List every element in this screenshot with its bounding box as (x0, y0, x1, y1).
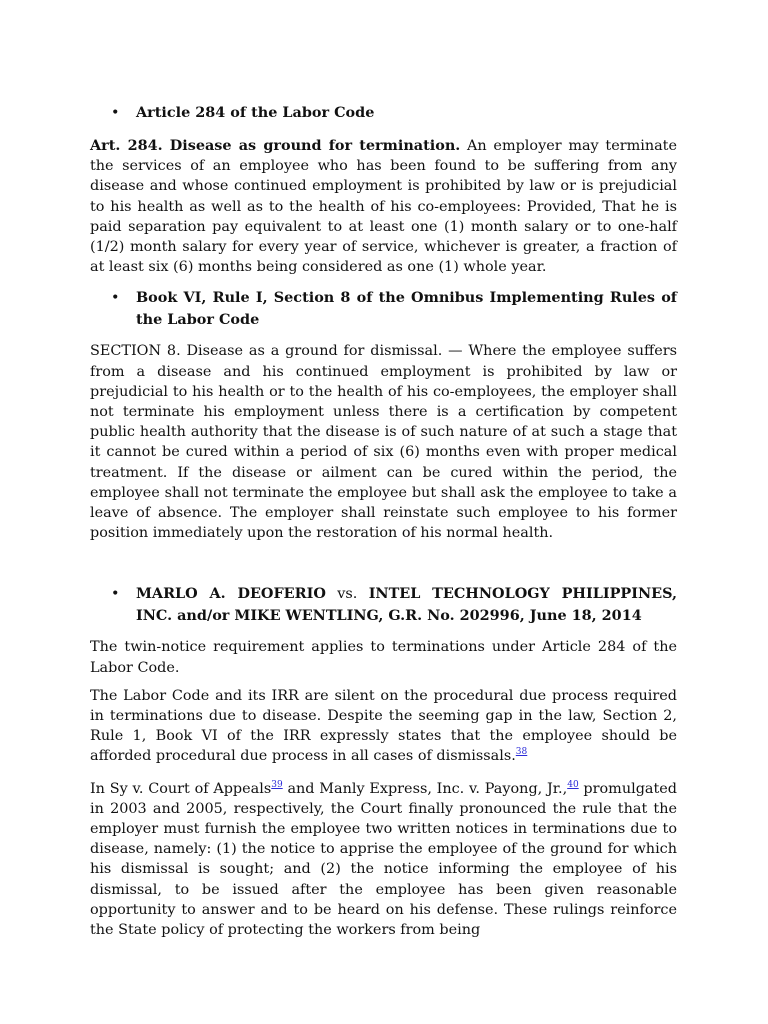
paragraph-irr-text: The Labor Code and its IRR are silent on the procedural due process required in terminations due to disease. Despite the seeming gap in the law, Section 2, Rule 1, Book VI of the IRR expressly states that the employee should be afforded procedural due process in all cases of dismissals. (90, 687, 677, 765)
paragraph-twin-notice: The twin-notice requirement applies to terminations under Article 284 of the Labor Code. (90, 639, 677, 676)
footnote-link-39[interactable]: 39 (271, 779, 283, 790)
case-versus: vs. (325, 586, 369, 603)
paragraph-sy-text-1: In Sy v. Court of Appeals (90, 780, 272, 797)
paragraph-section-8: SECTION 8. Disease as a ground for dismissal. — Where the employee suffers from a disease and his continued employment is prohibited by law or prejudicial to his health or to the health of his co-employees, the employer shall not terminate his employment unless there is a certification by competent public health authority that the disease is of such nature of at such a stage that it cannot be cured within a period of six (6) months even with proper medical treatment. If the disease or ailment can be cured within the period, the employee shall not terminate the employee but shall ask the employee to take a leave of absence. The employer shall reinstate such employee to his former position immediately upon the restoration of his normal health. (90, 343, 677, 542)
document-page (90, 102, 677, 940)
bullet-article-284 (90, 102, 677, 124)
bullet-marker: • (111, 290, 120, 307)
paragraph-sy-v-ca (90, 779, 677, 941)
bullet-case-citation (90, 583, 677, 627)
paragraph-irr (90, 686, 677, 767)
bullet-heading: Article 284 of the Labor Code (136, 104, 375, 121)
paragraph-art-284 (90, 136, 677, 277)
bullet-omnibus-rules (90, 287, 677, 331)
article-heading: Art. 284. Disease as ground for termination. (90, 137, 461, 154)
footnote-link-38[interactable]: 38 (515, 747, 528, 758)
bullet-marker: • (111, 105, 120, 121)
article-body: An employer may terminate the services of an employee who has been found to be suffering from any disease and whose continued employment is prohibited by law or is prejudicial to his health as well as to the health of his co-employees: Provided, That he is paid separation pay equivalent to at least one (1) month salary or to one-half (1/2) month salary for every year of service, whichever is greater, a fraction of at least six (6) months being considered as one (1) whole year. (90, 138, 677, 276)
case-party-1: MARLO A. DEOFERIO (136, 585, 326, 603)
paragraph-sy-text-2: and Manly Express, Inc. v. Payong, Jr., (282, 780, 568, 797)
footnote-link-40[interactable]: 40 (567, 779, 579, 790)
bullet-marker: • (111, 586, 120, 603)
case-party-2: INTEL TECHNOLOGY PHILIPPINES, INC. and/or MIKE WENTLING, G.R. No. 202996, June 18, 2014 (136, 585, 677, 625)
paragraph-sy-text-3: promulgated in 2003 and 2005, respectively, the Court finally pronounced the rule that the employer must furnish the employee two written notices in terminations due to disease, namely: (1) the notice to apprise the employee of the ground for which his dismissal is sought; and (2) the notice informing the employee of his dismissal, to be issued after the employee has been given reasonable opportunity to answer and to be heard on his defense. These rulings reinforce the State policy of protecting the workers from being (90, 780, 678, 939)
bullet-heading: Book VI, Rule I, Section 8 of the Omnibus Implementing Rules of the Labor Code (136, 289, 677, 329)
